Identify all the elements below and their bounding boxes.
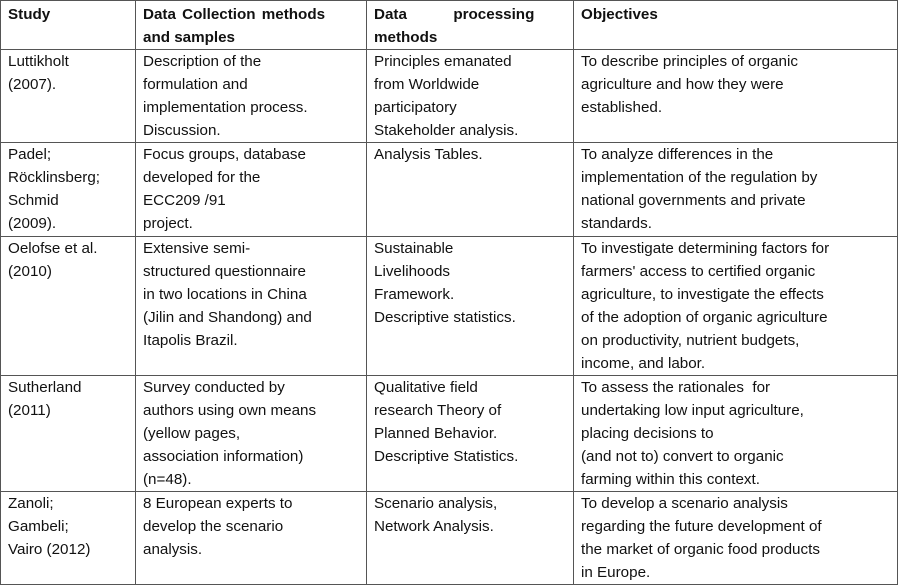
objectives-cell: To investigate determining factors for farmers' access to certified organic agriculture, to investigate the effects of the adoption of organic agriculture on productivity, nutrient budgets, income, and labor. bbox=[574, 237, 898, 376]
table-row bbox=[1, 50, 898, 143]
header-data-collection: Data Collection methods and samples bbox=[136, 1, 367, 50]
header-study: Study bbox=[1, 1, 136, 50]
processing-cell: Scenario analysis, Network Analysis. bbox=[367, 492, 574, 585]
study-cell: Padel; Röcklinsberg; Schmid (2009). bbox=[1, 143, 136, 237]
header-data-processing: Data processing methods bbox=[367, 1, 574, 50]
collection-cell: Survey conducted by authors using own means (yellow pages, association information) (n=48). bbox=[136, 376, 367, 492]
collection-cell: 8 European experts to develop the scenario analysis. bbox=[136, 492, 367, 585]
table-row bbox=[1, 143, 898, 237]
study-cell: Sutherland (2011) bbox=[1, 376, 136, 492]
study-cell: Oelofse et al. (2010) bbox=[1, 237, 136, 376]
study-cell: Zanoli; Gambeli; Vairo (2012) bbox=[1, 492, 136, 585]
processing-cell: Qualitative field research Theory of Planned Behavior. Descriptive Statistics. bbox=[367, 376, 574, 492]
objectives-cell: To analyze differences in the implementation of the regulation by national governments and private standards. bbox=[574, 143, 898, 237]
processing-cell: Sustainable Livelihoods Framework. Descriptive statistics. bbox=[367, 237, 574, 376]
collection-cell: Focus groups, database developed for the ECC209 /91 project. bbox=[136, 143, 367, 237]
header-objectives: Objectives bbox=[574, 1, 898, 50]
table-row bbox=[1, 492, 898, 585]
table-row bbox=[1, 376, 898, 492]
header-row bbox=[1, 1, 898, 50]
processing-cell: Principles emanated from Worldwide participatory Stakeholder analysis. bbox=[367, 50, 574, 143]
objectives-cell: To develop a scenario analysis regarding the future development of the market of organic food products in Europe. bbox=[574, 492, 898, 585]
collection-cell: Description of the formulation and implementation process. Discussion. bbox=[136, 50, 367, 143]
processing-cell: Analysis Tables. bbox=[367, 143, 574, 237]
objectives-cell: To describe principles of organic agriculture and how they were established. bbox=[574, 50, 898, 143]
study-cell: Luttikholt (2007). bbox=[1, 50, 136, 143]
table-row bbox=[1, 237, 898, 376]
collection-cell: Extensive semi- structured questionnaire in two locations in China (Jilin and Shandong) and Itapolis Brazil. bbox=[136, 237, 367, 376]
objectives-cell: To assess the rationales for undertaking low input agriculture, placing decisions to (and not to) convert to organic farming within this context. bbox=[574, 376, 898, 492]
